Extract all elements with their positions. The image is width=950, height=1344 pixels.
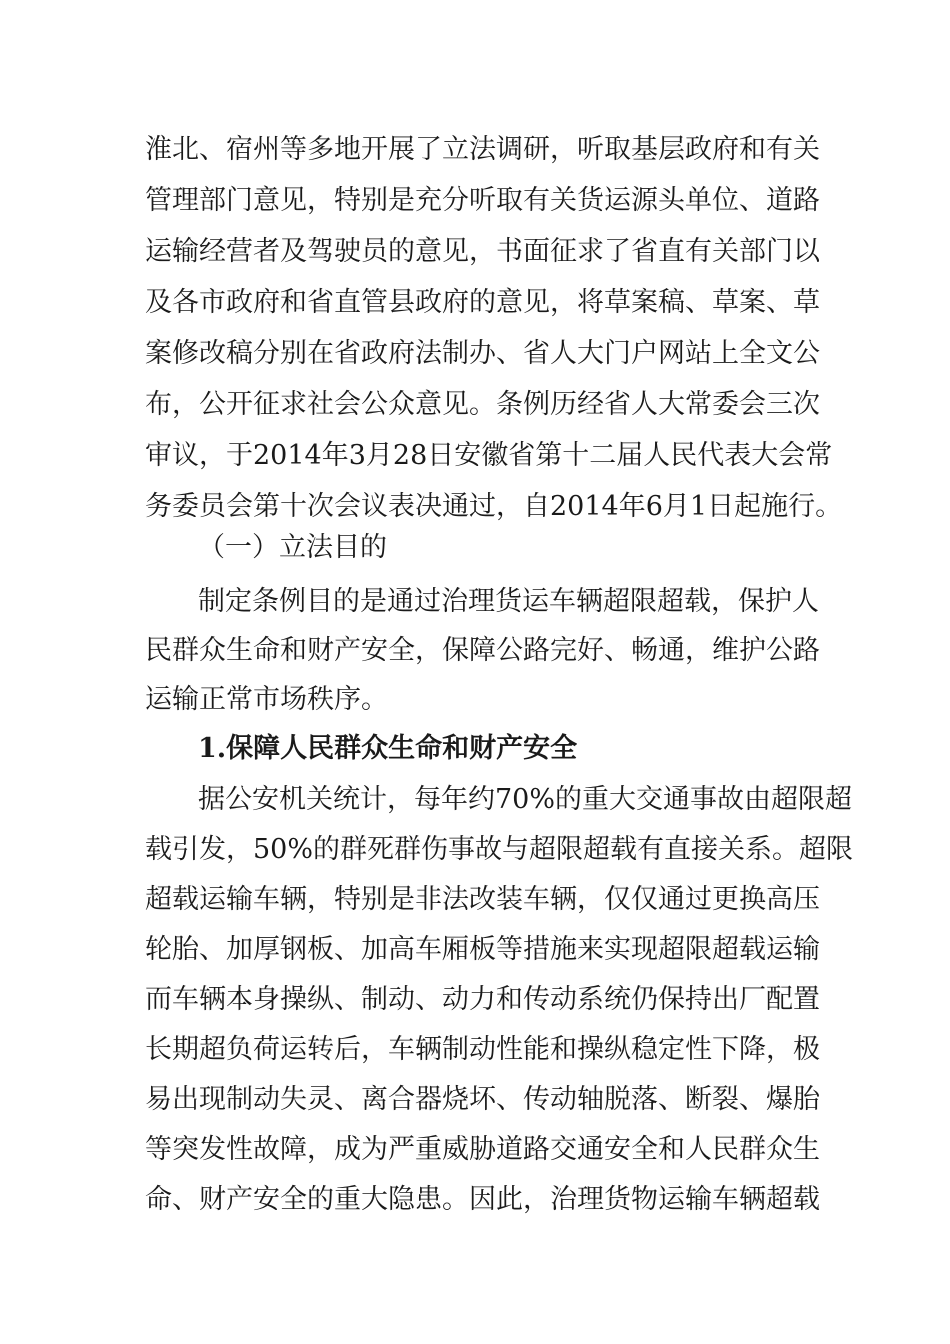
- text-line: 运输经营者及驾驶员的意见，书面征求了省直有关部门以: [145, 236, 820, 267]
- text-line: 等突发性故障，成为严重威胁道路交通安全和人民群众生: [145, 1134, 820, 1165]
- text-line: 载引发，50%的群死群伤事故与超限超载有直接关系。超限: [145, 834, 854, 865]
- text-line: 易出现制动失灵、离合器烧坏、传动轴脱落、断裂、爆胎: [145, 1084, 820, 1115]
- text-line: 民群众生命和财产安全，保障公路完好、畅通，维护公路: [145, 635, 820, 666]
- text-line: 超载运输车辆，特别是非法改装车辆，仅仅通过更换高压: [145, 884, 820, 915]
- text-line: 及各市政府和省直管县政府的意见，将草案稿、草案、草: [145, 287, 820, 318]
- text-line: 运输正常市场秩序。: [145, 684, 388, 715]
- text-line: 淮北、宿州等多地开展了立法调研，听取基层政府和有关: [145, 134, 820, 165]
- subheading: 1.保障人民群众生命和财产安全: [198, 733, 578, 764]
- text-line: 务委员会第十次会议表决通过，自2014年6月1日起施行。: [145, 491, 843, 522]
- text-line: 据公安机关统计，每年约70%的重大交通事故由超限超: [198, 784, 853, 815]
- text-line: 轮胎、加厚钢板、加高车厢板等措施来实现超限超载运输: [145, 934, 820, 965]
- text-line: 命、财产安全的重大隐患。因此，治理货物运输车辆超载: [145, 1184, 820, 1215]
- section-heading: （一）立法目的: [198, 532, 387, 563]
- text-line: 管理部门意见，特别是充分听取有关货运源头单位、道路: [145, 185, 820, 216]
- text-line: 案修改稿分别在省政府法制办、省人大门户网站上全文公: [145, 338, 820, 369]
- text-line: 而车辆本身操纵、制动、动力和传动系统仍保持出厂配置: [145, 984, 820, 1015]
- text-line: 审议，于2014年3月28日安徽省第十二届人民代表大会常: [145, 440, 833, 471]
- text-line: 制定条例目的是通过治理货运车辆超限超载，保护人: [198, 586, 819, 617]
- text-line: 布，公开征求社会公众意见。条例历经省人大常委会三次: [145, 389, 820, 420]
- text-line: 长期超负荷运转后，车辆制动性能和操纵稳定性下降，极: [145, 1034, 820, 1065]
